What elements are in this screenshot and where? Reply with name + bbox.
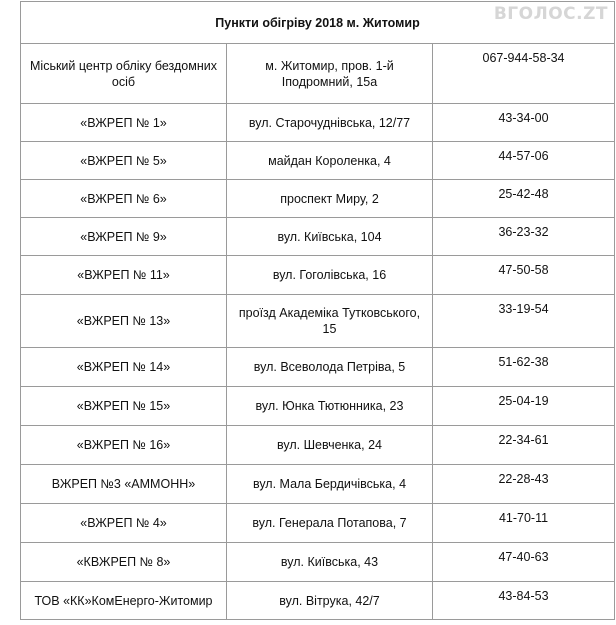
organization-name-cell: «КВЖРЕП № 8» <box>21 543 227 582</box>
address-cell: вул. Генерала Потапова, 7 <box>227 504 433 543</box>
phone-cell: 067-944-58-34 <box>433 44 615 104</box>
table-row <box>21 543 615 582</box>
phone-cell: 41-70-11 <box>433 504 615 543</box>
table-row <box>21 218 615 256</box>
table-row <box>21 582 615 620</box>
organization-name-cell: «ВЖРЕП № 13» <box>21 295 227 348</box>
address-cell: проїзд Академіка Тутковського, 15 <box>227 295 433 348</box>
organization-name-cell: «ВЖРЕП № 11» <box>21 256 227 295</box>
address-cell: вул. Київська, 104 <box>227 218 433 256</box>
table-title: Пункти обігріву 2018 м. Житомир <box>21 2 615 44</box>
table-row <box>21 426 615 465</box>
address-cell: вул. Старочуднівська, 12/77 <box>227 104 433 142</box>
organization-name-cell: «ВЖРЕП № 6» <box>21 180 227 218</box>
table-row <box>21 44 615 104</box>
phone-cell: 22-34-61 <box>433 426 615 465</box>
organization-name-cell: «ВЖРЕП № 16» <box>21 426 227 465</box>
address-cell: вул. Юнка Тютюнника, 23 <box>227 387 433 426</box>
phone-cell: 25-04-19 <box>433 387 615 426</box>
table-row <box>21 504 615 543</box>
phone-cell: 22-28-43 <box>433 465 615 504</box>
address-cell: вул. Мала Бердичівська, 4 <box>227 465 433 504</box>
address-cell: вул. Шевченка, 24 <box>227 426 433 465</box>
address-cell: вул. Гоголівська, 16 <box>227 256 433 295</box>
phone-cell: 51-62-38 <box>433 348 615 387</box>
table-row <box>21 295 615 348</box>
phone-cell: 25-42-48 <box>433 180 615 218</box>
organization-name-cell: ТОВ «КК»КомЕнерго-Житомир <box>21 582 227 620</box>
organization-name-cell: ВЖРЕП №3 «АММОНН» <box>21 465 227 504</box>
phone-cell: 36-23-32 <box>433 218 615 256</box>
phone-cell: 33-19-54 <box>433 295 615 348</box>
phone-cell: 43-84-53 <box>433 582 615 620</box>
table-row <box>21 465 615 504</box>
phone-cell: 43-34-00 <box>433 104 615 142</box>
address-cell: вул. Всеволода Петріва, 5 <box>227 348 433 387</box>
phone-cell: 47-40-63 <box>433 543 615 582</box>
organization-name-cell: «ВЖРЕП № 14» <box>21 348 227 387</box>
organization-name-cell: Міський центр обліку бездомних осіб <box>21 44 227 104</box>
organization-name-cell: «ВЖРЕП № 4» <box>21 504 227 543</box>
table-row <box>21 387 615 426</box>
phone-cell: 47-50-58 <box>433 256 615 295</box>
table-row <box>21 142 615 180</box>
table-row <box>21 256 615 295</box>
address-cell: проспект Миру, 2 <box>227 180 433 218</box>
heating-points-table <box>20 1 615 620</box>
table-row <box>21 348 615 387</box>
table-row <box>21 104 615 142</box>
organization-name-cell: «ВЖРЕП № 15» <box>21 387 227 426</box>
organization-name-cell: «ВЖРЕП № 5» <box>21 142 227 180</box>
address-cell: майдан Короленка, 4 <box>227 142 433 180</box>
organization-name-cell: «ВЖРЕП № 1» <box>21 104 227 142</box>
site-watermark: ВГОЛОС.ZT <box>493 4 608 24</box>
address-cell: вул. Київська, 43 <box>227 543 433 582</box>
phone-cell: 44-57-06 <box>433 142 615 180</box>
organization-name-cell: «ВЖРЕП № 9» <box>21 218 227 256</box>
address-cell: м. Житомир, пров. 1-й Іподромний, 15а <box>227 44 433 104</box>
table-row <box>21 180 615 218</box>
address-cell: вул. Вітрука, 42/7 <box>227 582 433 620</box>
